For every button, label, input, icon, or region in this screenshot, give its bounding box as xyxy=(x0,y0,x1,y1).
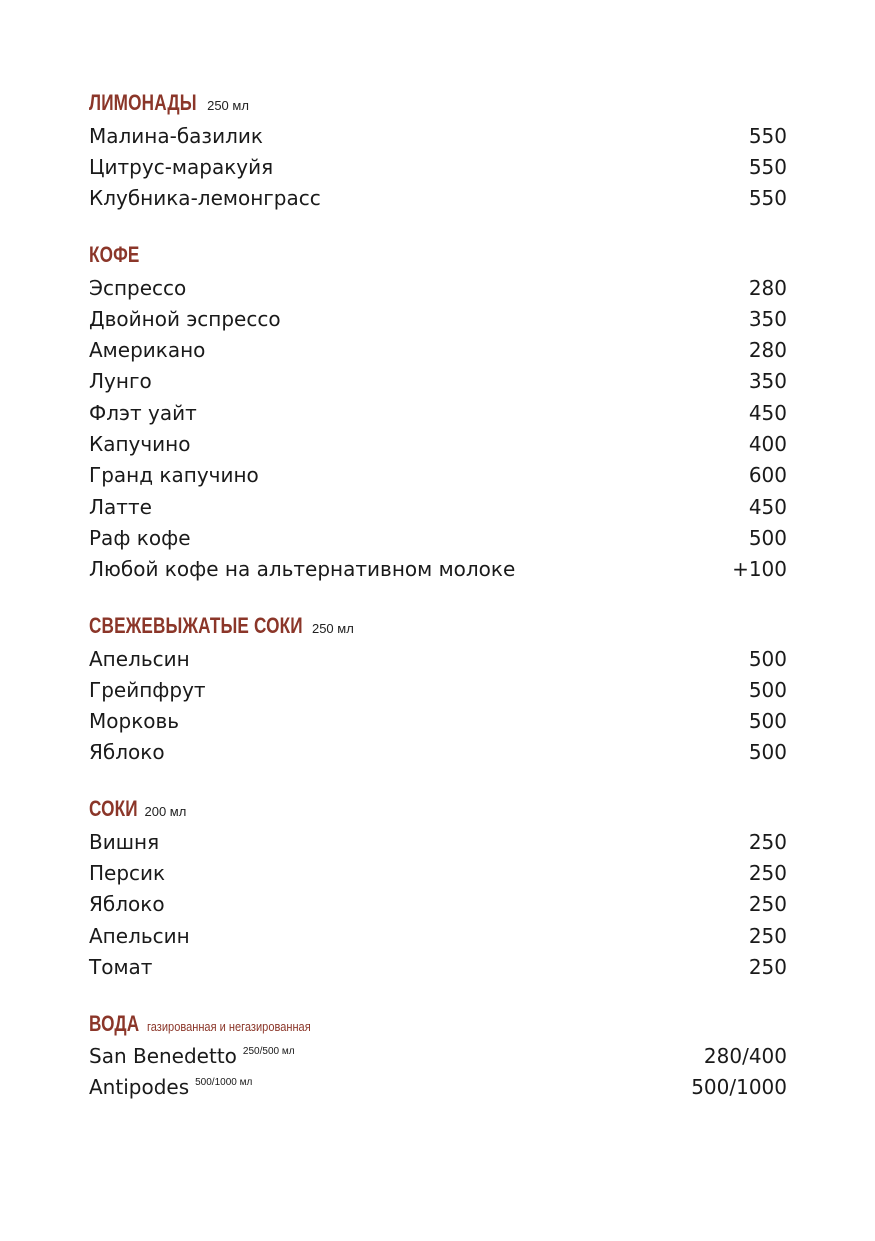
section-title: СВЕЖЕВЫЖАТЫЕ СОКИ xyxy=(89,612,303,638)
menu-item xyxy=(89,522,787,553)
item-price: 280/400 xyxy=(703,1044,787,1069)
item-name: Американо xyxy=(89,338,206,363)
item-name: Лунго xyxy=(89,369,152,394)
item-name: San Benedetto xyxy=(89,1044,237,1069)
item-price: 400 xyxy=(748,432,787,457)
item-price: 250 xyxy=(748,829,787,854)
item-name: Вишня xyxy=(89,829,160,854)
section-title: ВОДА xyxy=(89,1010,140,1036)
section-title: ЛИМОНАДЫ xyxy=(89,90,197,115)
item-volume: 500/1000 мл xyxy=(195,1077,253,1089)
item-price: 250 xyxy=(748,860,787,885)
menu-item xyxy=(89,151,787,182)
menu-item xyxy=(89,303,787,334)
menu-item xyxy=(89,272,787,303)
item-price: 500 xyxy=(748,525,787,550)
item-name: Antipodes xyxy=(89,1075,190,1100)
section-water xyxy=(89,1011,787,1104)
menu-item xyxy=(89,428,787,459)
item-price: 250 xyxy=(748,892,787,917)
item-price: 550 xyxy=(748,154,787,179)
menu-item xyxy=(89,366,787,397)
item-price: 280 xyxy=(748,275,787,300)
menu-item xyxy=(89,397,787,428)
section-heading xyxy=(89,90,787,120)
item-price: 600 xyxy=(748,463,787,488)
menu-item xyxy=(89,920,787,951)
item-price: 450 xyxy=(748,400,787,425)
menu-item xyxy=(89,460,787,491)
item-name: Капучино xyxy=(89,432,191,457)
menu-item xyxy=(89,705,787,736)
item-name: Апельсин xyxy=(89,646,190,671)
item-name: Эспрессо xyxy=(89,275,187,300)
drinks-menu xyxy=(89,90,787,1103)
menu-item xyxy=(89,120,787,151)
item-name: Грейпфрут xyxy=(89,677,206,702)
section-volume-note: 200 мл xyxy=(144,804,187,820)
item-price: 550 xyxy=(748,186,787,211)
section-juices xyxy=(89,796,787,982)
section-description: газированная и негазированная xyxy=(146,1018,311,1034)
section-title: СОКИ xyxy=(89,796,138,822)
item-price: 500 xyxy=(748,646,787,671)
item-price: 250 xyxy=(748,954,787,979)
section-volume-note: 250 мл xyxy=(311,620,354,636)
item-name: Цитрус-маракуйя xyxy=(89,154,274,179)
menu-item xyxy=(89,491,787,522)
menu-item xyxy=(89,334,787,365)
menu-item xyxy=(89,554,787,585)
menu-item xyxy=(89,737,787,768)
item-name: Персик xyxy=(89,860,166,885)
menu-item xyxy=(89,183,787,214)
menu-item xyxy=(89,889,787,920)
section-coffee xyxy=(89,242,787,585)
item-price: 450 xyxy=(748,494,787,519)
section-heading xyxy=(89,242,787,272)
item-name: Яблоко xyxy=(89,892,165,917)
item-price: 280 xyxy=(748,338,787,363)
section-heading xyxy=(89,613,787,643)
item-price: 500 xyxy=(748,740,787,765)
item-price: 550 xyxy=(748,123,787,148)
section-heading xyxy=(89,796,787,826)
item-name-wrap xyxy=(89,1044,295,1068)
menu-item xyxy=(89,643,787,674)
section-title: КОФЕ xyxy=(89,241,140,267)
item-name-wrap xyxy=(89,1075,252,1099)
item-price: 500 xyxy=(748,709,787,734)
section-heading xyxy=(89,1011,787,1041)
item-price: +100 xyxy=(732,557,787,582)
item-volume: 250/500 мл xyxy=(242,1046,295,1058)
item-name: Малина-базилик xyxy=(89,123,263,148)
menu-item xyxy=(89,1072,787,1103)
item-name: Раф кофе xyxy=(89,525,191,550)
item-price: 500 xyxy=(748,677,787,702)
item-name: Гранд капучино xyxy=(89,463,259,488)
item-price: 350 xyxy=(748,306,787,331)
item-name: Любой кофе на альтернативном молоке xyxy=(89,557,516,582)
item-name: Апельсин xyxy=(89,923,190,948)
menu-item xyxy=(89,857,787,888)
item-name: Флэт уайт xyxy=(89,400,197,425)
item-name: Морковь xyxy=(89,709,180,734)
item-name: Яблоко xyxy=(89,740,165,765)
item-price: 250 xyxy=(748,923,787,948)
section-fresh-juices xyxy=(89,613,787,768)
menu-item xyxy=(89,951,787,982)
item-price: 350 xyxy=(748,369,787,394)
menu-item xyxy=(89,674,787,705)
item-price: 500/1000 xyxy=(691,1075,787,1100)
item-name: Томат xyxy=(89,954,153,979)
menu-item xyxy=(89,826,787,857)
item-name: Двойной эспрессо xyxy=(89,306,281,331)
section-lemonades xyxy=(89,90,787,214)
section-volume-note: 250 мл xyxy=(207,98,249,113)
menu-item xyxy=(89,1041,787,1072)
item-name: Клубника-лемонграсс xyxy=(89,186,321,211)
item-name: Латте xyxy=(89,494,152,519)
